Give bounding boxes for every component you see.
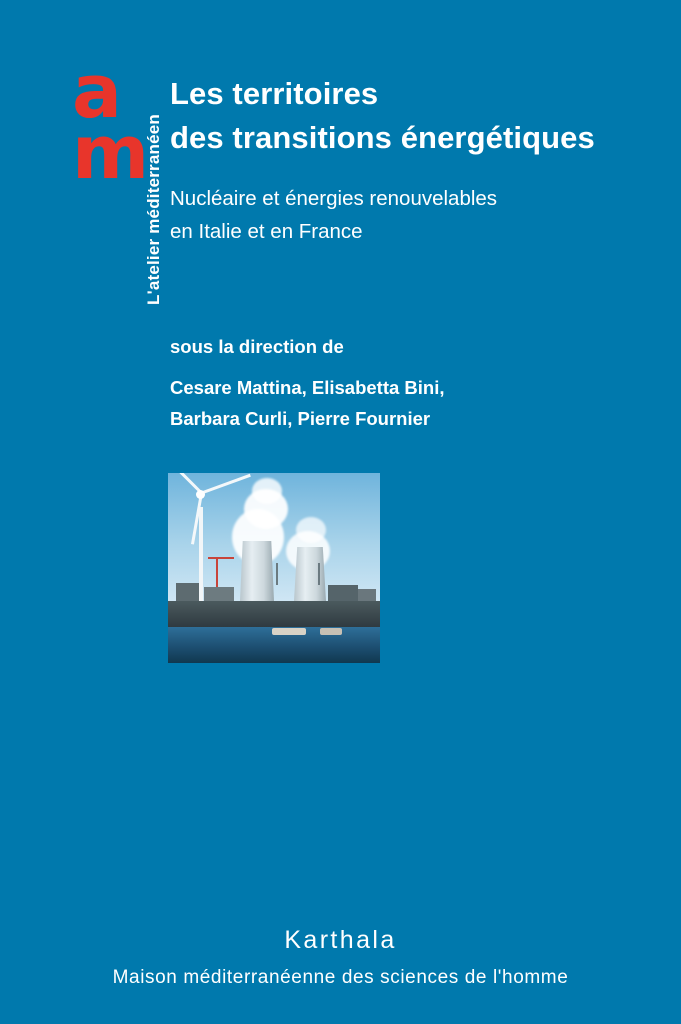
steam-plume-secondary-top (296, 517, 326, 543)
cooling-tower-right (294, 547, 326, 601)
publisher-name: Karthala (284, 926, 397, 954)
subtitle (170, 182, 650, 248)
publisher-footer (0, 926, 681, 989)
industrial-building-c (328, 585, 358, 601)
industrial-building-d (358, 589, 376, 601)
title-line-1: Les territoires (170, 76, 379, 111)
industrial-building-b (204, 587, 234, 601)
publisher-logo (72, 49, 163, 312)
editors-lead-label: sous la direction de (170, 336, 344, 357)
wind-turbine-hub (196, 490, 205, 499)
page-title (170, 72, 650, 160)
steam-plume-main-top (252, 478, 282, 504)
wind-turbine-mast (199, 507, 203, 611)
monogram-letter-m: m (72, 109, 149, 196)
monogram-letter-a: a (72, 49, 121, 135)
boat-left (272, 628, 306, 635)
construction-crane-arm (208, 557, 234, 559)
title-area (170, 72, 650, 248)
copublisher-name: Maison méditerranéenne des sciences de l'homme (112, 967, 569, 988)
editors-block (170, 333, 640, 435)
boat-right (320, 628, 342, 635)
editor-names-line-1: Cesare Mattina, Elisabetta Bini, (170, 376, 445, 398)
subtitle-line-2: en Italie et en France (170, 220, 363, 244)
cooling-tower-left (240, 541, 274, 601)
subtitle-line-1: Nucléaire et énergies renouvelables (170, 187, 498, 211)
photo-shoreline (168, 601, 380, 627)
publisher-collection-label: L'atelier méditerranéen (144, 114, 163, 305)
construction-crane-mast (216, 557, 218, 587)
cover-photograph (168, 473, 380, 663)
power-pylon-left (276, 563, 278, 585)
editor-names-line-2: Barbara Curli, Pierre Fournier (170, 408, 431, 430)
power-pylon-right (318, 563, 320, 585)
publisher-collection-name (124, 62, 163, 307)
title-line-2: des transitions énergétiques (170, 120, 595, 156)
editors-names (170, 372, 640, 436)
